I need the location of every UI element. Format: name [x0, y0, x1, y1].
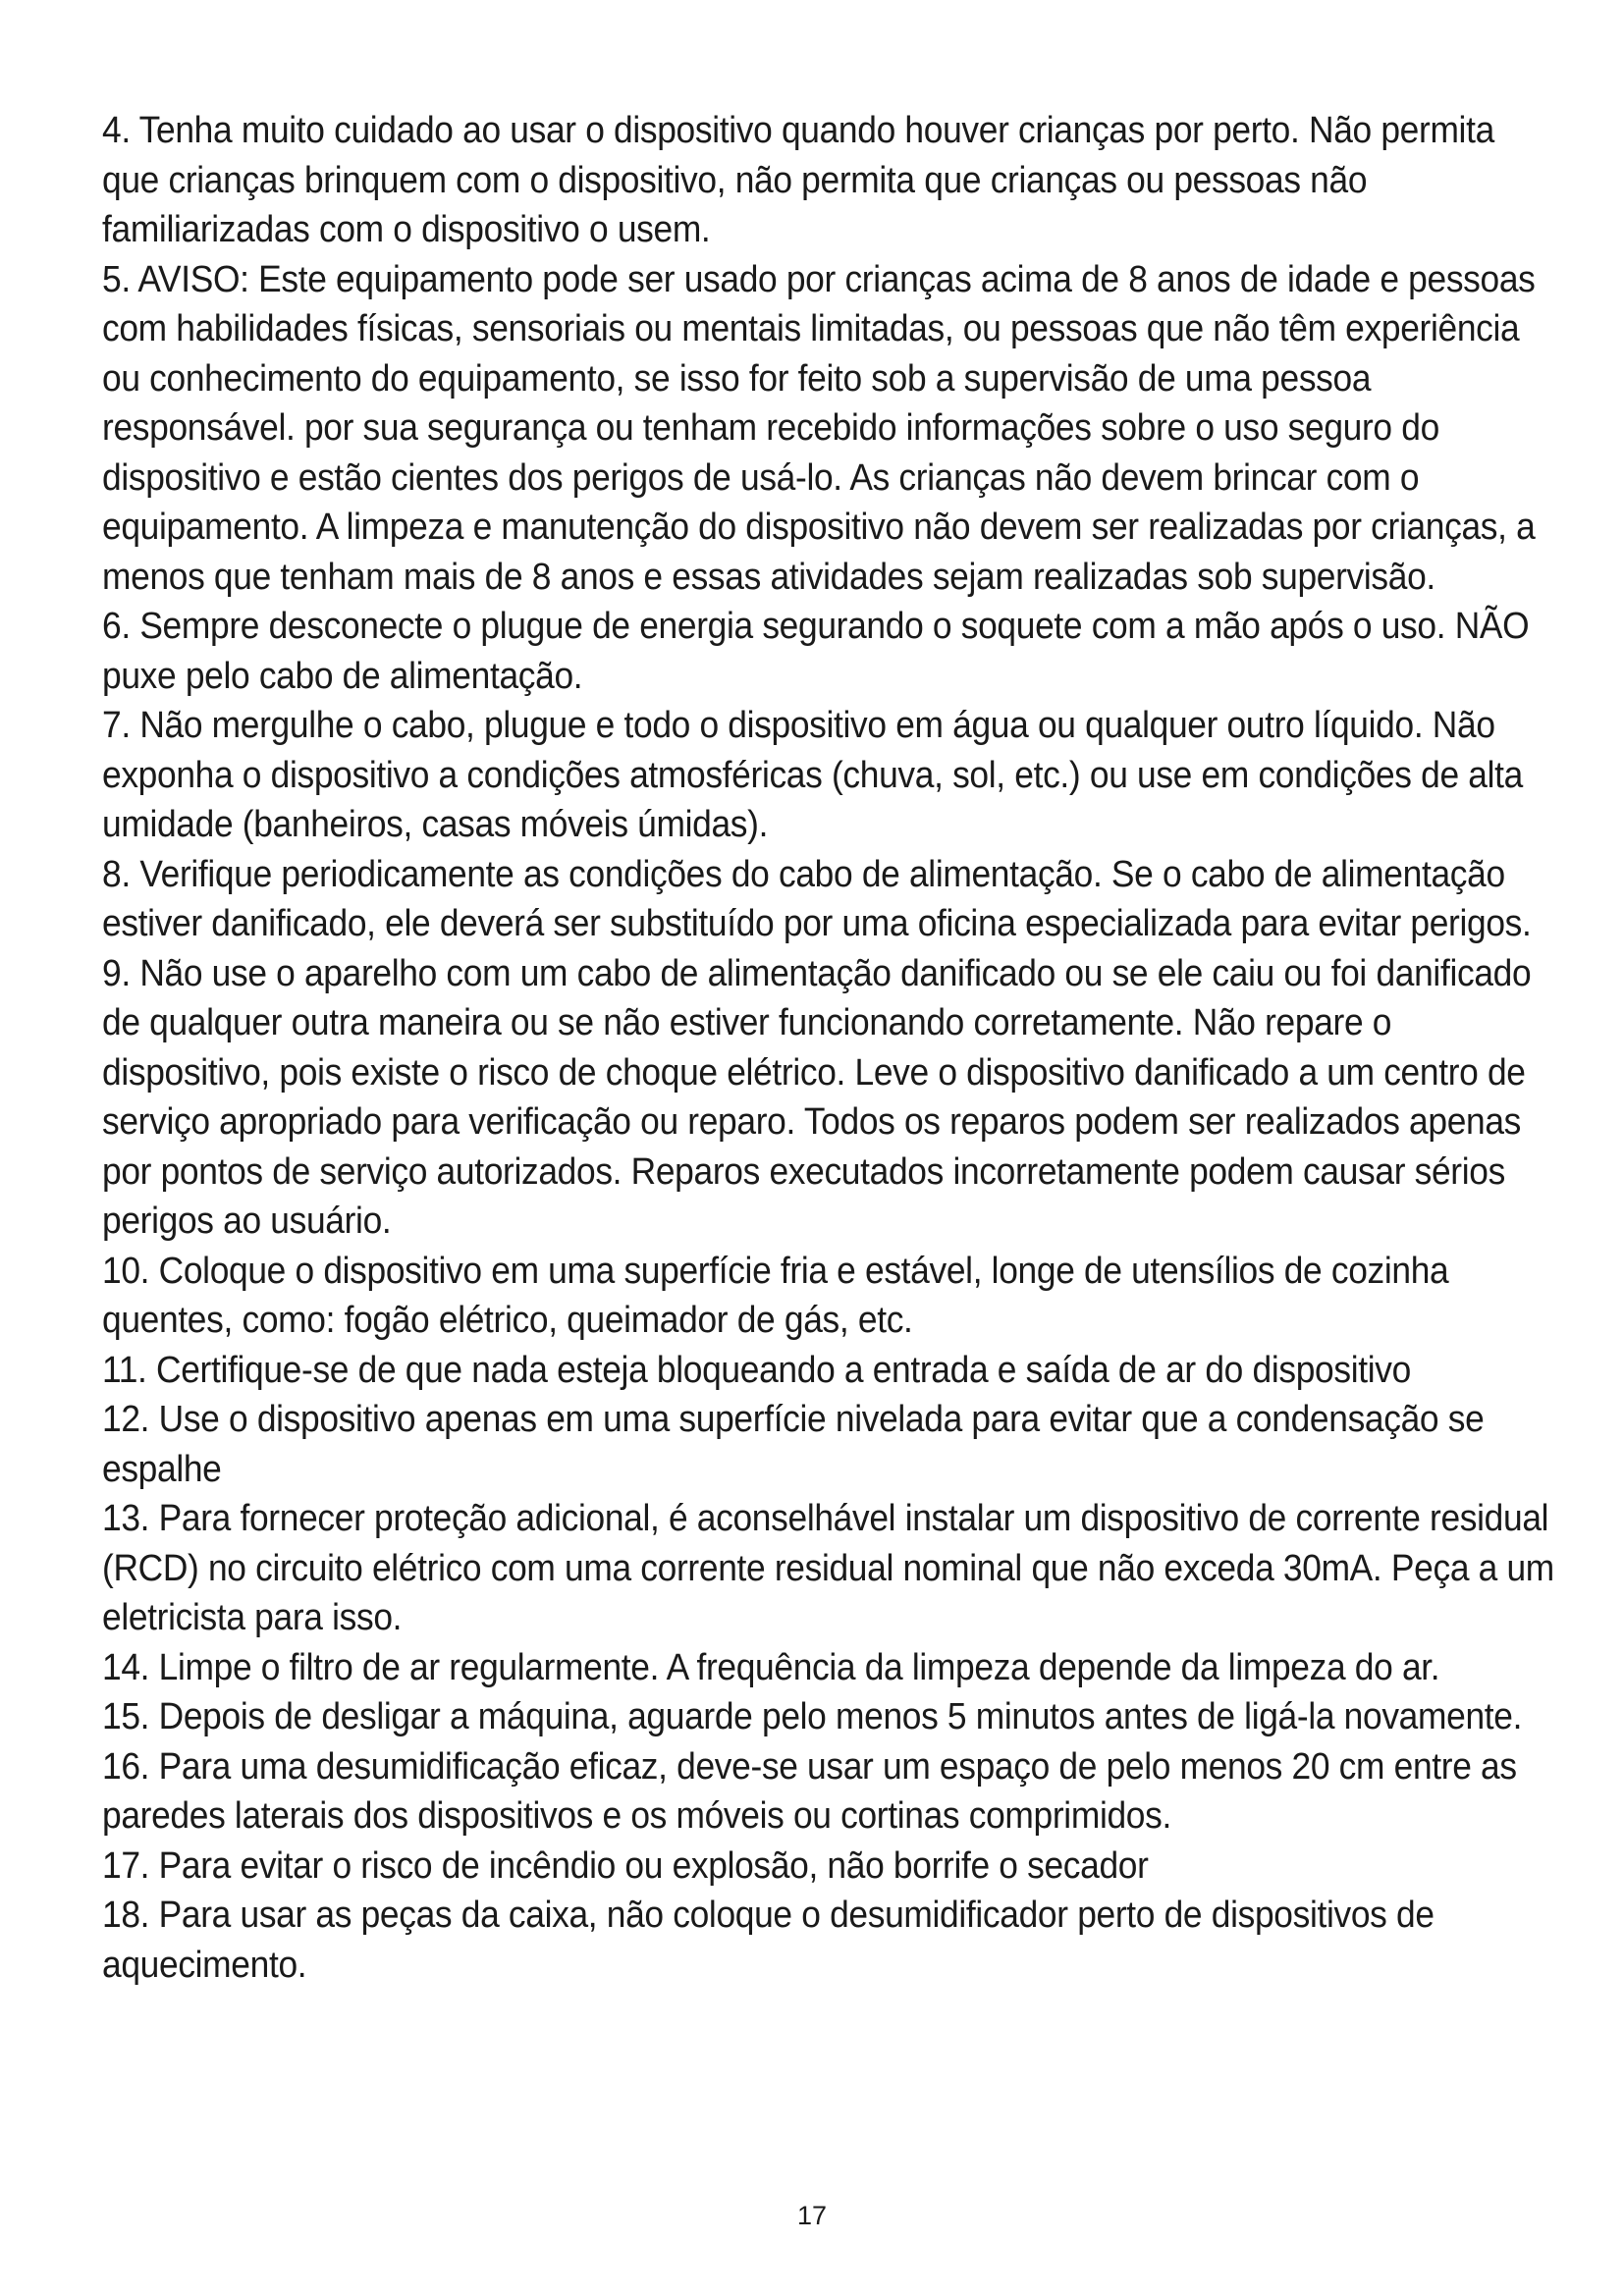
instruction-item-7: 7. Não mergulhe o cabo, plugue e todo o dispositivo em água ou qualquer outro líquido. Não exponha o dispositivo a condições atmosféricas (chuva, sol, etc.) ou use em condições de alta umidade (banheiros, casas móveis úmidas). — [102, 705, 1523, 845]
instruction-item-12: 12. Use o dispositivo apenas em uma superfície nivelada para evitar que a condensação se espalhe — [102, 1399, 1485, 1490]
instruction-item-10: 10. Coloque o dispositivo em uma superfície fria e estável, longe de utensílios de cozinha quentes, como: fogão elétrico, queimador de gás, etc. — [102, 1250, 1449, 1341]
instruction-item-4: 4. Tenha muito cuidado ao usar o dispositivo quando houver crianças por perto. Não permita que crianças brinquem com o dispositivo, não permita que crianças ou pessoas não familiarizadas com o dispositivo o usem. — [102, 110, 1494, 250]
instruction-item-11: 11. Certifique-se de que nada esteja bloqueando a entrada e saída de ar do dispositivo — [102, 1349, 1411, 1391]
instruction-item-18: 18. Para usar as peças da caixa, não coloque o desumidificador perto de dispositivos de aquecimento. — [102, 1895, 1435, 1986]
instruction-item-9: 9. Não use o aparelho com um cabo de alimentação danificado ou se ele caiu ou foi danificado de qualquer outra maneira ou se não estiver funcionando corretamente. Não repare o dispositivo, pois existe o risco de choque elétrico. Leve o dispositivo danificado a um centro de serviço apropriado para verificação ou reparo. Todos os reparos podem ser realizados apenas por pontos de serviço autorizados. Reparos executados incorretamente podem causar sérios perigos ao usuário. — [102, 952, 1532, 1242]
instruction-item-17: 17. Para evitar o risco de incêndio ou explosão, não borrife o secador — [102, 1844, 1149, 1887]
instruction-item-6: 6. Sempre desconecte o plugue de energia segurando o soquete com a mão após o uso. NÃO puxe pelo cabo de alimentação. — [102, 606, 1530, 697]
instruction-item-5: 5. AVISO: Este equipamento pode ser usado por crianças acima de 8 anos de idade e pessoas com habilidades físicas, sensoriais ou mentais limitadas, ou pessoas que não têm experiência ou conhecimento do equipamento, se isso for feito sob a supervisão de uma pessoa responsável. por sua segurança ou tenham recebido informações sobre o uso seguro do dispositivo e estão cientes dos perigos de usá-lo. As crianças não devem brincar com o equipamento. A limpeza e manutenção do dispositivo não devem ser realizadas por crianças, a menos que tenham mais de 8 anos e essas atividades sejam realizadas sob supervisão. — [102, 258, 1536, 598]
instruction-item-14: 14. Limpe o filtro de ar regularmente. A frequência da limpeza depende da limpeza do ar. — [102, 1646, 1440, 1688]
instruction-item-8: 8. Verifique periodicamente as condições do cabo de alimentação. Se o cabo de alimentação estiver danificado, ele deverá ser substituído por uma oficina especializada para evitar perigos. — [102, 853, 1532, 944]
safety-instructions — [102, 106, 1555, 1990]
instruction-item-13: 13. Para fornecer proteção adicional, é aconselhável instalar um dispositivo de corrente residual (RCD) no circuito elétrico com uma corrente residual nominal que não exceda 30mA. Peça a um eletricista para isso. — [102, 1498, 1554, 1638]
page-number: 17 — [796, 2201, 828, 2230]
instruction-item-16: 16. Para uma desumidificação eficaz, deve-se usar um espaço de pelo menos 20 cm entre as paredes laterais dos dispositivos e os móveis ou cortinas comprimidos. — [102, 1745, 1517, 1837]
instruction-item-15: 15. Depois de desligar a máquina, aguarde pelo menos 5 minutos antes de ligá-la novamente. — [102, 1696, 1523, 1737]
